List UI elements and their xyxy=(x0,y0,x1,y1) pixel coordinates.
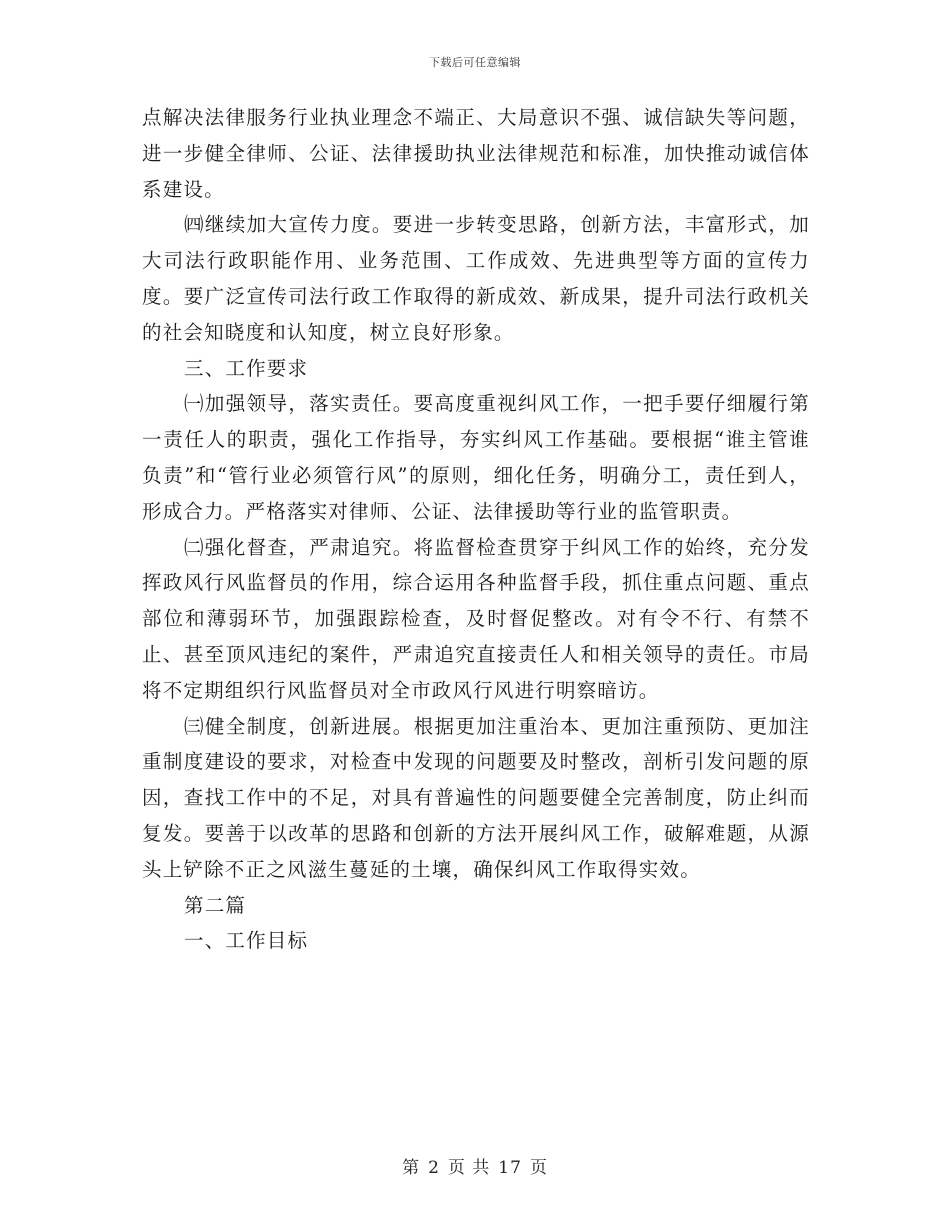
paragraph-4: ㈡强化督查，严肃追究。将监督检查贯穿于纠风工作的始终，充分发挥政风行风监督员的作用，综合运用各种监督手段，抓住重点问题、重点部位和薄弱环节，加强跟踪检查，及时督促整改。对有令不行、有禁不止、甚至顶风违纪的案件，严肃追究直接责任人和相关领导的责任。市局将不定期组织行风监督员对全市政风行风进行明察暗访。 xyxy=(142,535,810,702)
document-body xyxy=(142,100,810,959)
page-header: 下载后可任意编辑 xyxy=(429,56,521,69)
paragraph-5: ㈢健全制度，创新进展。根据更加注重治本、更加注重预防、更加注重制度建设的要求，对检查中发现的问题要及时整改，剖析引发问题的原因，查找工作中的不足，对具有普遍性的问题要健全完善制度，防止纠而复发。要善于以改革的思路和创新的方法开展纠风工作，破解难题，从源头上铲除不正之风滋生蔓延的土壤，确保纠风工作取得实效。 xyxy=(142,714,810,881)
footer-suffix: 页 xyxy=(529,1158,548,1178)
footer-page-number: 2 xyxy=(428,1158,440,1178)
paragraph-1: 点解决法律服务行业执业理念不端正、大局意识不强、诚信缺失等问题，进一步健全律师、公证、法律援助执业法律规范和标准，加快推动诚信体系建设。 xyxy=(142,106,810,201)
chapter-heading: 第二篇 xyxy=(184,893,247,917)
footer-middle: 页 共 xyxy=(447,1158,491,1178)
paragraph-3: ㈠加强领导，落实责任。要高度重视纠风工作，一把手要仔细履行第一责任人的职责，强化工作指导，夯实纠风工作基础。要根据“谁主管谁负责”和“管行业必须管行风”的原则，细化任务，明确分工，责任到人，形成合力。严格落实对律师、公证、法律援助等行业的监管职责。 xyxy=(142,392,810,523)
section-heading-work-goals: 一、工作目标 xyxy=(184,929,309,953)
footer-total-pages: 17 xyxy=(498,1158,522,1178)
page-footer xyxy=(0,1153,950,1178)
section-heading-work-requirements: 三、工作要求 xyxy=(184,356,309,380)
footer-prefix: 第 xyxy=(402,1158,421,1178)
paragraph-2: ㈣继续加大宣传力度。要进一步转变思路，创新方法，丰富形式，加大司法行政职能作用、业务范围、工作成效、先进典型等方面的宣传力度。要广泛宣传司法行政工作取得的新成效、新成果，提升司法行政机关的社会知晓度和认知度，树立良好形象。 xyxy=(142,213,810,344)
